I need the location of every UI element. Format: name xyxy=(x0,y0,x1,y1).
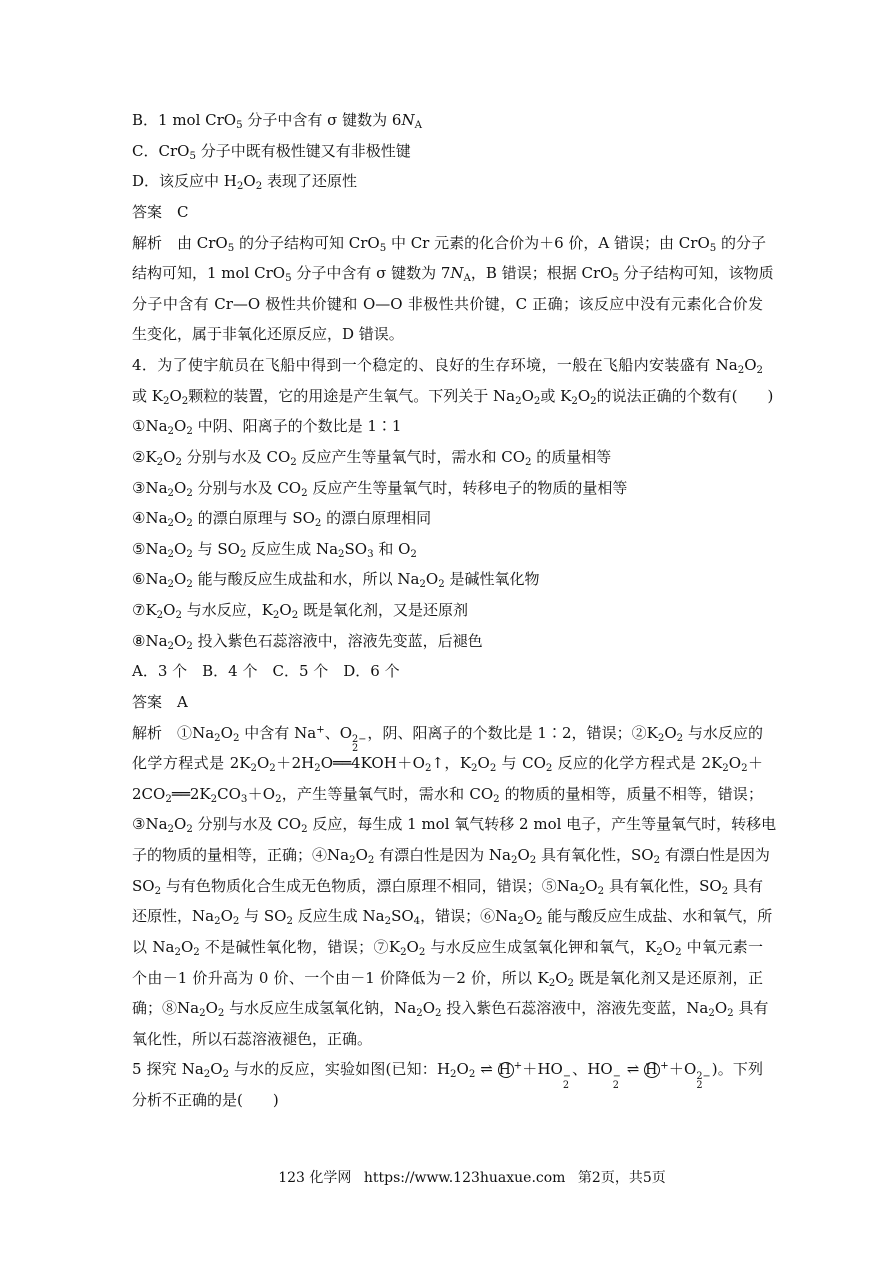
text-run: ，错误；⑥Na xyxy=(420,907,518,926)
superscript: + xyxy=(660,1060,669,1072)
text-run: O xyxy=(256,754,270,773)
subscript: 4 xyxy=(413,916,421,928)
text-run: 与有色物质化合生成无色物质，漂白原理不相同，错误；⑤Na xyxy=(161,876,579,895)
circled-letter: H xyxy=(498,1062,514,1078)
subscript: 2 xyxy=(167,579,174,591)
text-run: 化学方程式是 2K xyxy=(132,754,251,773)
text-run: 既是氧化剂又是还原剂，正 xyxy=(574,968,763,987)
text-line xyxy=(132,197,772,228)
text-line xyxy=(132,656,772,687)
text-run: 具有氧化性，SO xyxy=(604,876,722,895)
footer-url-link[interactable]: https://www.123huaxue.com xyxy=(363,1170,566,1186)
text-run: ＋HO xyxy=(522,1060,563,1079)
text-run: 中阴、阳离子的个数比是 1∶1 xyxy=(192,417,402,436)
text-run: 、O xyxy=(324,723,353,742)
subscript: 2 xyxy=(222,1069,230,1081)
text-run: O xyxy=(662,937,676,956)
subscript: 2 xyxy=(186,548,193,560)
text-run: 反应产生等量氧气时，转移电子的物质的量相等 xyxy=(307,478,628,497)
subscript: 2 xyxy=(571,395,578,407)
subscript: 2 xyxy=(167,824,174,836)
subscript: 2 xyxy=(186,517,193,529)
subscript: 2 xyxy=(493,793,500,805)
subscript: 2 xyxy=(167,487,174,499)
subscript: 2 xyxy=(696,1080,703,1092)
subscript: 2 xyxy=(567,977,575,989)
text-run: 结构可知，1 mol CrO xyxy=(132,264,286,283)
text-run: O xyxy=(174,478,187,497)
subscript: 2 xyxy=(214,916,221,928)
text-run: O xyxy=(406,937,419,956)
text-run: O xyxy=(422,999,435,1018)
text-line xyxy=(132,963,763,994)
text-run: 的分子 xyxy=(716,233,767,252)
subscript: 2 xyxy=(167,426,174,438)
text-run: 确；⑧Na xyxy=(132,999,200,1018)
text-run: 能与酸反应生成盐和水，所以 Na xyxy=(192,570,420,589)
text-run: O xyxy=(585,876,598,895)
subscript: 2 xyxy=(418,946,426,958)
text-run: 反应生成 Na xyxy=(246,539,339,558)
subscript: 2 xyxy=(676,732,684,744)
italic-symbol: N xyxy=(401,111,415,129)
text-run: O xyxy=(664,723,677,742)
footer-site-name: 123 化学网 xyxy=(278,1170,352,1186)
subscript: 2 xyxy=(468,1069,476,1081)
text-line xyxy=(132,319,772,350)
text-run: O xyxy=(477,754,490,773)
text-run: 中氧元素一 xyxy=(681,937,763,956)
subscript: 2 xyxy=(236,181,244,193)
subscript: 2 xyxy=(737,364,745,376)
subscript: 2 xyxy=(186,426,193,438)
text-run: 4．为了使宇航员在飞船中得到一个稳定的、良好的生存环境，一般在飞船内安装盛有 Na xyxy=(132,356,738,374)
text-run: ，B 错误；根据 CrO xyxy=(470,264,613,283)
subscript: 3 xyxy=(367,548,374,560)
text-line xyxy=(132,626,772,657)
text-run: O xyxy=(521,386,534,405)
subscript: 2 xyxy=(352,743,359,755)
text-run: 和 O xyxy=(373,539,411,558)
text-run: 反应的化学方程式是 2K xyxy=(552,754,723,773)
text-run: O xyxy=(163,447,176,466)
text-run: ↑，K xyxy=(431,754,472,773)
text-run: 答案 A xyxy=(132,692,188,711)
text-run: 分子结构可知，该物质 xyxy=(618,264,774,283)
text-run: 具有 xyxy=(728,876,763,895)
text-line xyxy=(132,289,763,320)
subscript: 3 xyxy=(240,793,248,805)
subscript: 2 xyxy=(525,456,532,468)
superscript: 2− xyxy=(352,733,367,745)
subscript: A xyxy=(463,272,471,284)
subscript: 2 xyxy=(548,977,556,989)
subscript: 5 xyxy=(189,150,196,162)
text-run: 是碱性氧化物 xyxy=(444,570,540,589)
subscript: 2 xyxy=(275,793,282,805)
subscript: 2 xyxy=(410,548,417,560)
subscript: 2 xyxy=(517,916,524,928)
text-run: O xyxy=(174,509,187,528)
subscript: 2 xyxy=(471,762,478,774)
text-run: 的说法正确的个数有( ) xyxy=(596,386,774,405)
text-run: ⇌ xyxy=(621,1060,645,1079)
text-run: O xyxy=(174,815,187,834)
text-run: O xyxy=(205,999,218,1018)
subscript: 2 xyxy=(162,395,170,407)
page-footer xyxy=(132,1166,812,1190)
text-run: 与水反应生成氢氧化钠，Na xyxy=(224,999,417,1018)
text-line xyxy=(132,809,777,840)
subscript: 2 xyxy=(741,762,748,774)
superscript: + xyxy=(316,723,325,735)
text-run: CO xyxy=(217,784,241,803)
text-run: ＋2H xyxy=(275,754,315,773)
subscript: 2 xyxy=(186,824,193,836)
text-run: 具有氧化性，SO xyxy=(536,846,654,864)
text-run: O xyxy=(456,1060,469,1079)
subscript: 2 xyxy=(708,1007,715,1019)
text-line xyxy=(132,748,763,779)
text-run: 生变化，属于非氧化还原反应，D 错误。 xyxy=(132,325,404,344)
subscript: 5 xyxy=(227,242,235,254)
text-line xyxy=(132,564,772,595)
subscript: 2 xyxy=(424,762,432,774)
text-line xyxy=(132,1054,763,1092)
subscript: 5 xyxy=(285,272,292,284)
text-run: 分子中既有极性键又有非极性键 xyxy=(195,141,411,160)
text-run: 个由－1 价升高为 0 价、一个由－1 价降低为－2 价，所以 K xyxy=(132,968,549,987)
text-line xyxy=(132,779,763,810)
text-run: 分析不正确的是( ) xyxy=(132,1091,279,1109)
text-run: 既是氧化剂，又是还原剂 xyxy=(298,601,468,619)
text-run: 投入紫色石蕊溶液中，溶液先变蓝，Na xyxy=(441,999,709,1018)
text-run: O xyxy=(517,846,530,864)
subscript: 2 xyxy=(165,793,172,805)
text-line xyxy=(132,595,772,626)
text-line xyxy=(132,381,774,412)
text-line xyxy=(132,503,772,534)
text-run: 与 SO xyxy=(192,539,240,558)
text-run: ，产生等量氧气时，需水和 CO xyxy=(281,784,494,803)
text-run: 中 Cr 元素的化合价为＋6 价，A 错误；由 CrO xyxy=(386,233,710,252)
text-run: O xyxy=(163,601,176,619)
text-run: ⑤Na xyxy=(132,539,168,558)
text-run: 氧化性，所以石蕊溶液褪色，正确。 xyxy=(132,1029,373,1048)
text-run: 或 K xyxy=(132,386,163,405)
text-run: 5 探究 Na xyxy=(132,1060,204,1079)
subscript: 2 xyxy=(419,579,426,591)
text-line xyxy=(132,136,772,167)
subscript: 2 xyxy=(167,517,174,529)
ion-charge-stack xyxy=(563,1072,571,1091)
text-run: 的质量相等 xyxy=(531,447,612,466)
italic-symbol: N xyxy=(450,264,464,283)
text-run: ＋O xyxy=(247,784,276,803)
subscript: 5 xyxy=(709,242,717,254)
subscript: 2 xyxy=(156,609,164,621)
subscript: 2 xyxy=(232,916,240,928)
text-run: 与 CO xyxy=(496,754,546,773)
subscript: 2 xyxy=(272,609,280,621)
subscript: 2 xyxy=(435,1007,442,1019)
text-run: 有漂白性是因为 Na xyxy=(374,846,511,864)
text-run: B．1 mol CrO xyxy=(132,111,237,129)
text-line xyxy=(132,871,763,902)
text-run: O xyxy=(174,631,187,650)
subscript: 2 xyxy=(217,1007,225,1019)
text-run: 还原性，Na xyxy=(132,907,215,926)
subscript: 2 xyxy=(578,885,586,897)
subscript: 2 xyxy=(721,885,729,897)
subscript: 2 xyxy=(489,762,497,774)
subscript: 2 xyxy=(545,762,553,774)
subscript: 2 xyxy=(727,1007,734,1019)
subscript: 2 xyxy=(181,395,189,407)
superscript: − xyxy=(562,1070,572,1082)
subscript: 5 xyxy=(612,272,619,284)
text-run: 反应生成 Na xyxy=(292,907,385,926)
subscript: 2 xyxy=(416,1007,423,1019)
text-run: 、HO xyxy=(572,1060,613,1079)
text-run: O xyxy=(243,172,256,191)
text-run: 子的物质的量相等，正确；④Na xyxy=(132,846,350,864)
text-line xyxy=(132,166,772,197)
text-line xyxy=(132,932,763,963)
subscript: 2 xyxy=(186,487,193,499)
subscript: 2 xyxy=(290,456,297,468)
text-run: 投入紫色石蕊溶液中，溶液先变蓝，后褪色 xyxy=(192,631,483,650)
subscript: 2 xyxy=(367,854,375,866)
text-run: 与 SO xyxy=(239,907,287,926)
text-run: SO xyxy=(132,876,155,895)
text-run: 的漂白原理相同 xyxy=(321,509,432,528)
text-run: 以 Na xyxy=(132,937,175,956)
text-run: 与水反应生成氢氧化钾和氧气，K xyxy=(425,937,657,956)
text-run: ①Na xyxy=(132,417,168,436)
subscript: 2 xyxy=(214,732,221,744)
subscript: 2 xyxy=(533,395,541,407)
ion-charge-stack xyxy=(696,1072,710,1091)
text-run: O xyxy=(220,723,233,742)
text-run: O xyxy=(744,356,757,374)
superscript: − xyxy=(612,1070,621,1082)
text-run: O xyxy=(355,846,368,864)
superscript: + xyxy=(513,1060,523,1072)
text-run: O xyxy=(174,417,187,436)
subscript: 2 xyxy=(756,364,763,376)
text-line xyxy=(132,473,772,504)
text-run: 反应产生等量氧气时，需水和 CO xyxy=(296,447,526,466)
text-run: O xyxy=(425,570,439,589)
text-run: A．3 个 B．4 个 C．5 个 D．6 个 xyxy=(132,662,400,681)
subscript: 2 xyxy=(269,762,276,774)
text-run: SO xyxy=(344,539,368,558)
text-run: ⑦K xyxy=(132,601,157,619)
text-run: O xyxy=(555,968,568,987)
text-run: ③Na xyxy=(132,815,168,834)
text-run: C．CrO xyxy=(132,141,190,160)
text-run: O xyxy=(210,1060,223,1079)
subscript: 2 xyxy=(536,916,543,928)
subscript: 2 xyxy=(656,946,663,958)
subscript: 2 xyxy=(286,916,293,928)
text-run: 的物质的量相等，质量不相等，错误； xyxy=(499,784,763,803)
subscript: 2 xyxy=(301,487,308,499)
text-run: 的漂白原理与 SO xyxy=(192,509,315,528)
subscript: 2 xyxy=(314,517,322,529)
subscript: 2 xyxy=(156,456,164,468)
text-run: 2CO xyxy=(132,784,166,803)
subscript: 2 xyxy=(653,854,661,866)
subscript: 2 xyxy=(203,1069,211,1081)
text-line xyxy=(132,105,772,136)
text-run: ④Na xyxy=(132,509,168,528)
circled-letter: H xyxy=(644,1062,660,1078)
text-line xyxy=(132,1024,772,1055)
text-line xyxy=(132,687,772,718)
subscript: 2 xyxy=(349,854,356,866)
text-run: SO xyxy=(391,907,414,926)
text-line xyxy=(132,1085,772,1116)
text-run: O xyxy=(577,386,591,405)
text-line xyxy=(132,901,773,932)
text-run: O xyxy=(728,754,742,773)
text-line xyxy=(132,411,772,442)
subscript: 2 xyxy=(154,885,162,897)
subscript: 2 xyxy=(239,548,247,560)
text-run: O xyxy=(220,907,233,926)
text-run: 分别与水及 CO xyxy=(181,447,291,466)
text-run: O xyxy=(523,907,536,926)
subscript: 2 xyxy=(210,793,218,805)
text-run: ⑧Na xyxy=(132,631,168,650)
document-body xyxy=(132,105,777,1116)
subscript: 2 xyxy=(291,609,299,621)
text-line xyxy=(132,993,769,1024)
text-line xyxy=(132,534,772,565)
text-run: )。下列 xyxy=(711,1060,763,1079)
subscript: 2 xyxy=(186,579,193,591)
text-run: 与水反应，K xyxy=(181,601,273,619)
text-run: 分子中含有 σ 键数为 6 xyxy=(242,111,402,129)
text-run: O xyxy=(714,999,728,1018)
text-run: D．该反应中 H xyxy=(132,172,237,191)
text-run: 或 K xyxy=(540,386,572,405)
superscript: 2− xyxy=(696,1070,711,1082)
text-line xyxy=(132,228,767,259)
subscript: 2 xyxy=(193,946,200,958)
subscript: 5 xyxy=(236,119,243,131)
subscript: 2 xyxy=(167,548,174,560)
text-run: ③Na xyxy=(132,478,168,497)
text-run: 不是碱性氧化物，错误；⑦K xyxy=(199,937,401,956)
subscript: 2 xyxy=(199,1007,206,1019)
subscript: 2 xyxy=(529,854,537,866)
text-run: 解析 由 CrO xyxy=(132,233,228,252)
text-run: 分子中含有 σ 键数为 7 xyxy=(291,264,451,283)
text-run: 中含有 Na xyxy=(239,723,317,742)
text-run: 与水反应的 xyxy=(683,723,763,742)
text-line xyxy=(132,840,770,871)
text-run: O xyxy=(174,570,187,589)
subscript: 2 xyxy=(250,762,257,774)
ion-charge-stack xyxy=(613,1072,621,1091)
subscript: 2 xyxy=(167,640,174,652)
text-run: 答案 C xyxy=(132,202,189,221)
text-run: 能与酸反应生成盐、水和氧气，所 xyxy=(542,907,773,926)
text-run: 与水的反应，实验如图(已知：H xyxy=(229,1060,451,1079)
text-run: ②K xyxy=(132,447,157,466)
text-line xyxy=(132,442,772,473)
subscript: 2 xyxy=(438,579,445,591)
text-run: O══4KOH＋O xyxy=(320,754,425,773)
text-line xyxy=(132,350,763,381)
subscript: 2 xyxy=(597,885,605,897)
text-run: O xyxy=(174,539,187,558)
text-run: O xyxy=(180,937,194,956)
subscript: 2 xyxy=(657,732,665,744)
text-run: 分子中含有 Cr—O 极性共价键和 O—O 非极性共价键，C 正确；该反应中没有元素化合价发 xyxy=(132,294,763,313)
text-run: 具有 xyxy=(733,999,769,1018)
text-line xyxy=(132,258,774,289)
text-run: 分别与水及 CO xyxy=(192,478,302,497)
subscript: 2 xyxy=(232,732,240,744)
text-line xyxy=(132,718,763,755)
subscript: 5 xyxy=(379,242,387,254)
text-run: ⑥Na xyxy=(132,570,168,589)
text-run: 解析 ①Na xyxy=(132,723,215,742)
text-run: O xyxy=(169,386,182,405)
text-run: O xyxy=(279,601,292,619)
subscript: 2 xyxy=(675,946,682,958)
subscript: 2 xyxy=(338,548,345,560)
subscript: 2 xyxy=(175,609,182,621)
text-run: 有漂白性是因为 xyxy=(660,846,770,864)
subscript: 2 xyxy=(515,395,522,407)
subscript: 2 xyxy=(174,946,181,958)
subscript: 2 xyxy=(301,824,308,836)
text-run: 分别与水及 CO xyxy=(192,815,302,834)
subscript: 2 xyxy=(450,1069,457,1081)
subscript: 2 xyxy=(590,395,597,407)
text-run: ＋ xyxy=(747,754,763,773)
text-run: 颗粒的装置，它的用途是产生氧气。下列关于 Na xyxy=(188,386,516,405)
text-run: ＋O xyxy=(668,1060,697,1079)
subscript: 2 xyxy=(384,916,392,928)
text-run: ⇌ xyxy=(475,1060,498,1079)
subscript: 2 xyxy=(510,854,518,866)
subscript: 2 xyxy=(255,181,263,193)
subscript: 2 xyxy=(400,946,407,958)
text-run: ，阴、阳离子的个数比是 1∶2，错误；②K xyxy=(367,723,658,742)
subscript: 2 xyxy=(186,640,193,652)
subscript: 2 xyxy=(562,1080,570,1092)
text-run: ══2K xyxy=(171,784,211,803)
subscript: 2 xyxy=(314,762,321,774)
text-run: 表现了还原性 xyxy=(262,172,357,191)
subscript: 2 xyxy=(722,762,729,774)
subscript: 2 xyxy=(175,456,182,468)
footer-page-number: 第2页，共5页 xyxy=(577,1170,666,1186)
subscript: A xyxy=(414,119,422,131)
subscript: 2 xyxy=(612,1080,619,1092)
text-run: 反应，每生成 1 mol 氧气转移 2 mol 电子，产生等量氧气时，转移电 xyxy=(307,815,777,834)
text-run: 的分子结构可知 CrO xyxy=(234,233,380,252)
